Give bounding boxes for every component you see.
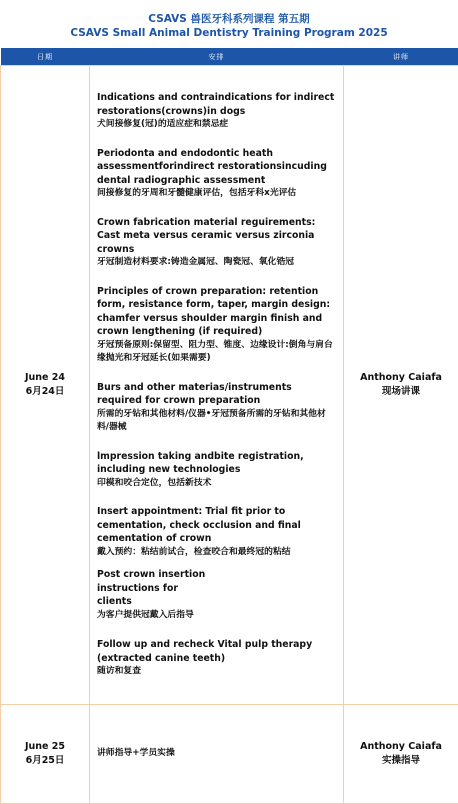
schedule-table bbox=[0, 48, 458, 804]
date-cell bbox=[1, 705, 90, 804]
lecturer-name: Anthony Caiafa bbox=[344, 740, 458, 754]
agenda-item bbox=[97, 568, 337, 622]
agenda-item-english: Indications and contraindications for indirect restorations(crowns)in dogs bbox=[97, 91, 337, 118]
lecturer-cell bbox=[344, 705, 458, 804]
agenda-cell bbox=[90, 66, 344, 705]
agenda-item-english: Crown fabrication material reguirements: Cast meta versus ceramic versus zirconia crowns bbox=[97, 216, 337, 257]
agenda-item bbox=[97, 147, 337, 201]
column-header-lecturer: 讲师 bbox=[344, 48, 458, 66]
column-header-date: 日期 bbox=[1, 48, 90, 66]
date-english: June 25 bbox=[1, 740, 89, 754]
agenda-item bbox=[97, 638, 337, 679]
agenda-item-chinese: 所需的牙钻和其他材料/仪器•牙冠预备所需的牙钻和其他材料/器械 bbox=[97, 408, 337, 435]
agenda-item-english: Insert appointment: Trial fit prior to cementation, check occlusion and final cementation of crown bbox=[97, 505, 337, 546]
agenda-item-english: Post crown insertion instructions for clients bbox=[97, 568, 207, 609]
agenda-item bbox=[97, 450, 337, 491]
column-header-schedule: 安排 bbox=[90, 48, 344, 66]
agenda-item-chinese: 随访和复查 bbox=[97, 665, 337, 679]
lecture-mode: 实操指导 bbox=[344, 754, 458, 768]
agenda-cell bbox=[90, 705, 344, 804]
agenda-item-chinese: 犬间接修复(冠)的适应症和禁忌症 bbox=[97, 118, 337, 132]
agenda-item bbox=[97, 91, 337, 132]
date-chinese: 6月25日 bbox=[1, 754, 89, 768]
lecturer-name: Anthony Caiafa bbox=[344, 371, 458, 385]
title-chinese: CSAVS 兽医牙科系列课程 第五期 bbox=[0, 0, 458, 26]
agenda-item bbox=[97, 505, 337, 559]
table-row bbox=[1, 66, 458, 705]
agenda-item-english: Follow up and recheck Vital pulp therapy (extracted canine teeth) bbox=[97, 638, 337, 665]
title-english: CSAVS Small Animal Dentistry Training Program 2025 bbox=[0, 26, 458, 41]
agenda-item bbox=[97, 285, 337, 366]
page-header bbox=[0, 0, 458, 48]
agenda-item-english: lmpression taking andbite registration, including new technologies bbox=[97, 450, 337, 477]
agenda-item-chinese: 戴入预约：粘结前试合，检查咬合和最终冠的粘结 bbox=[97, 546, 337, 560]
lecture-mode: 现场讲课 bbox=[344, 385, 458, 399]
lecturer-cell bbox=[344, 66, 458, 705]
agenda-item bbox=[97, 216, 337, 270]
agenda-item-english: Burs and other materias/instruments required for crown preparation bbox=[97, 381, 337, 408]
agenda-item bbox=[97, 381, 337, 435]
activity-text: 讲师指导+学员实操 bbox=[97, 747, 337, 761]
table-header-row bbox=[1, 48, 458, 66]
agenda-item-chinese: 间接修复的牙周和牙髓健康评估，包括牙科x光评估 bbox=[97, 187, 337, 201]
agenda-item-chinese: 印模和咬合定位，包括新技术 bbox=[97, 477, 337, 491]
agenda-item-english: Principles of crown preparation: retention form, resistance form, taper, margin design: chamfer versus shoulder margin finish and crown lengthening (if required) bbox=[97, 285, 337, 339]
agenda-item-chinese: 牙冠预备原则:保留型、阻力型、锥度、边缘设计:倒角与肩台缘抛光和牙冠延长(如果需要) bbox=[97, 339, 337, 366]
date-chinese: 6月24日 bbox=[1, 385, 89, 399]
agenda-item-chinese: 为客户提供冠戴入后指导 bbox=[97, 609, 337, 623]
agenda-item-english: Periodonta and endodontic heath assessmentforindirect restorationsincuding dental radiographic assessment bbox=[97, 147, 337, 188]
agenda-item-chinese: 牙冠制造材料要求:铸造金属冠、陶瓷冠、氧化锆冠 bbox=[97, 256, 337, 270]
date-english: June 24 bbox=[1, 371, 89, 385]
date-cell bbox=[1, 66, 90, 705]
table-row bbox=[1, 705, 458, 804]
